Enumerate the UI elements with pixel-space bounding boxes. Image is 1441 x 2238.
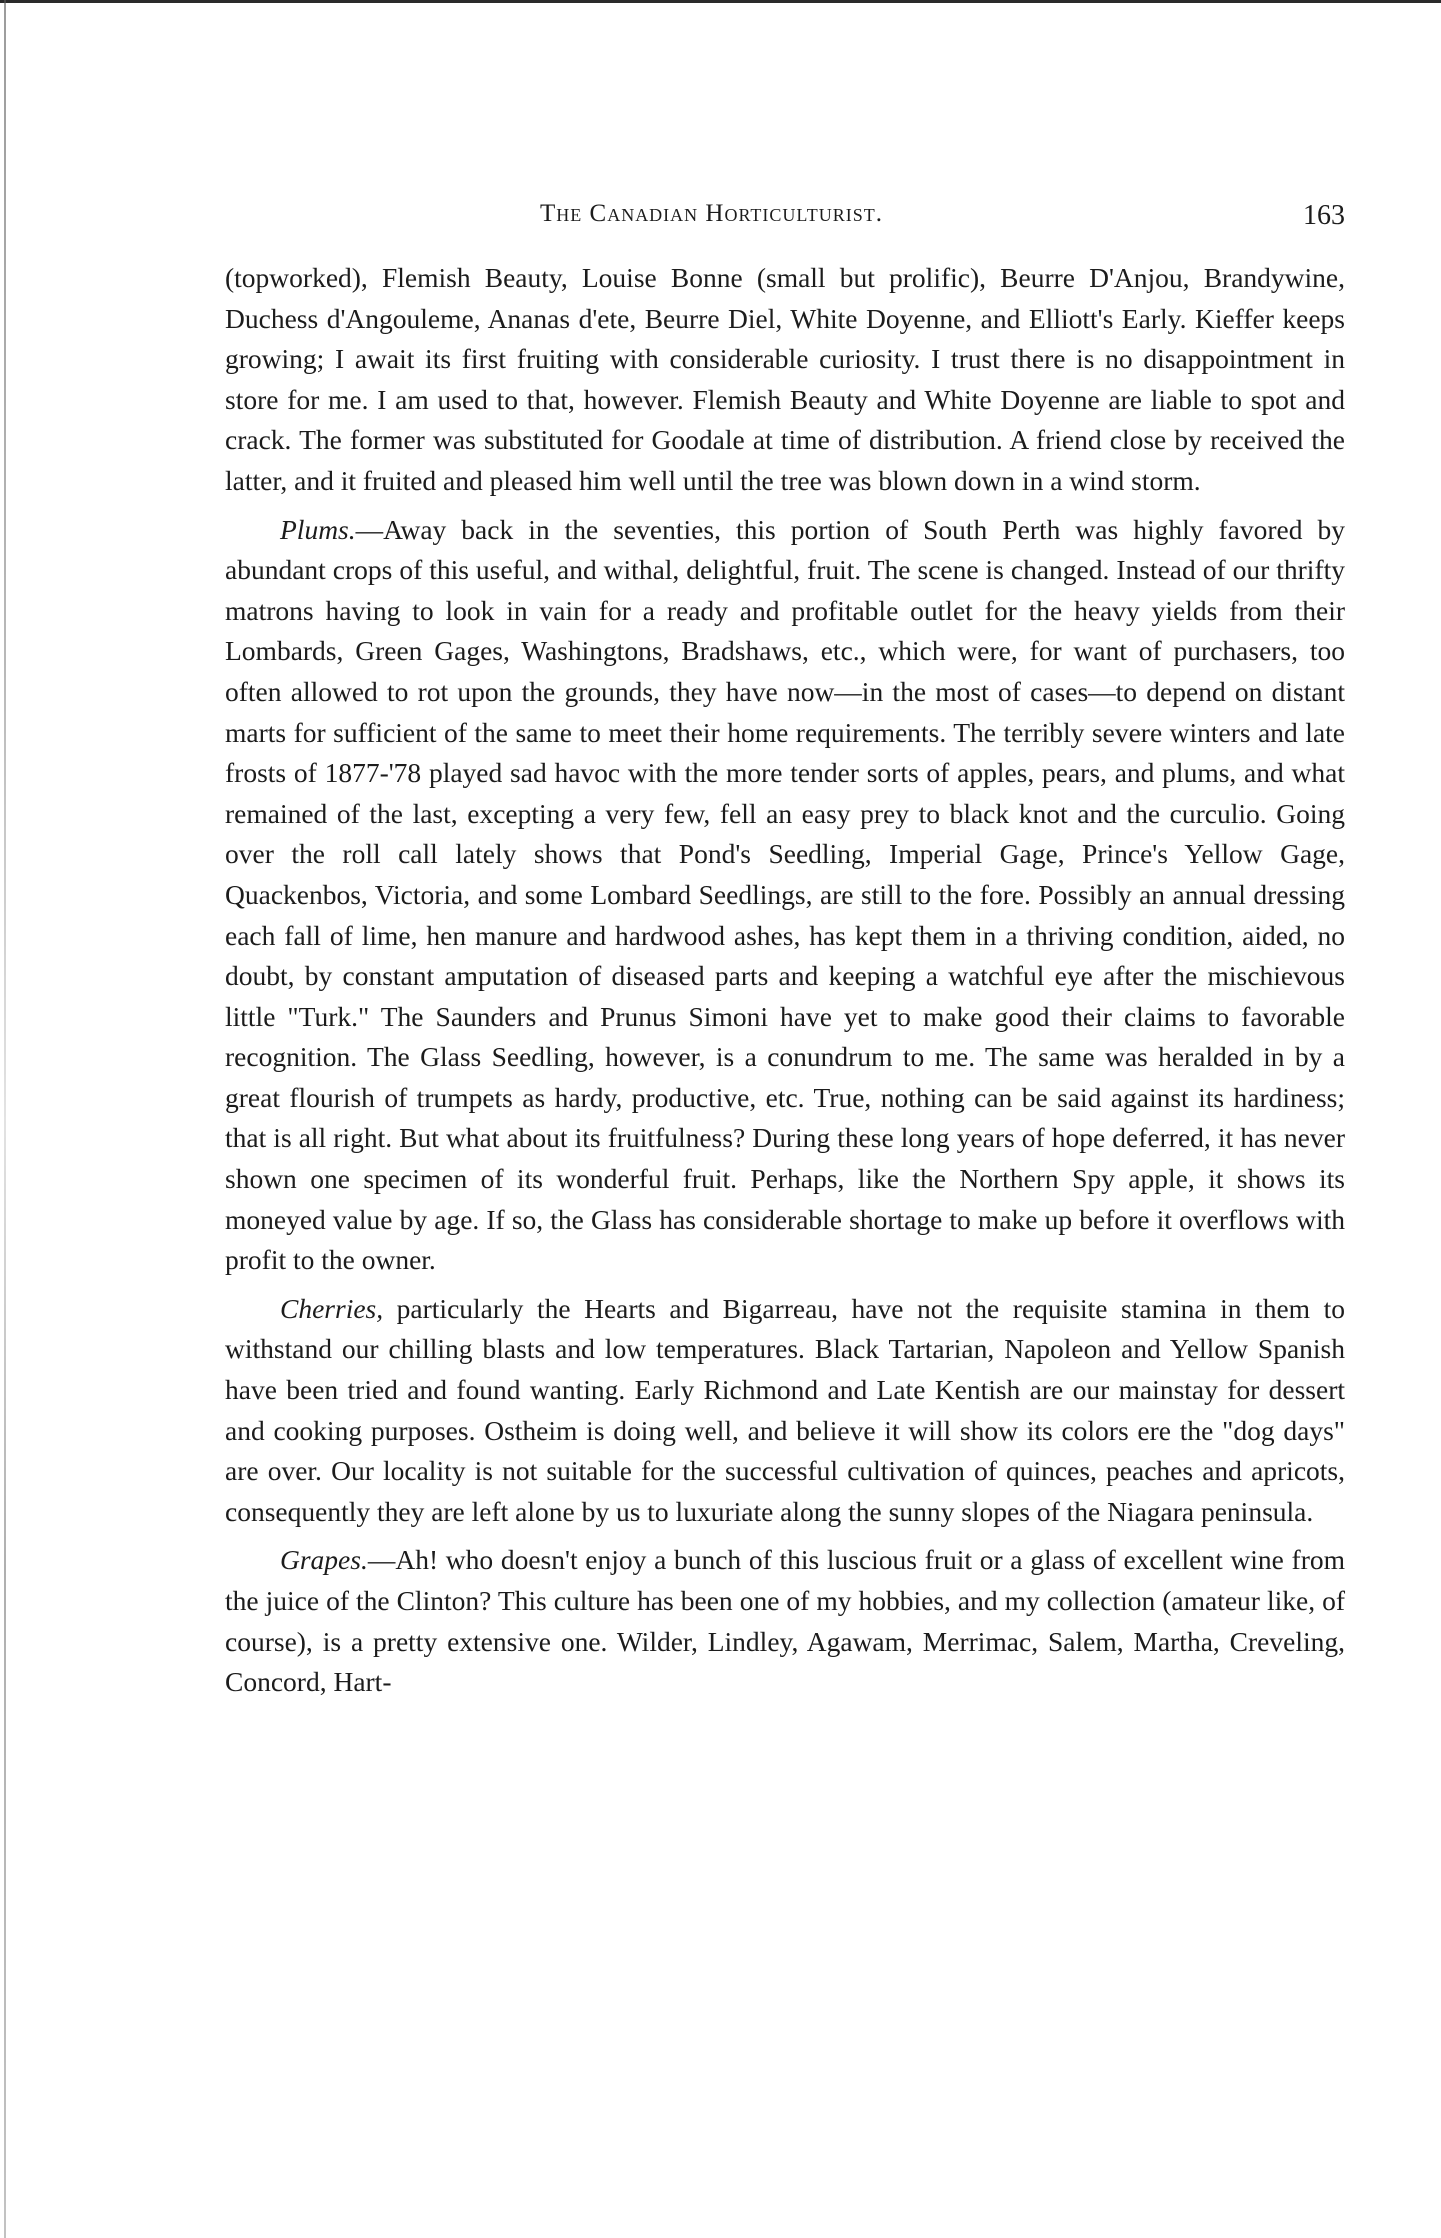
scan-left-edge xyxy=(4,0,6,2238)
article-text xyxy=(225,258,1345,1703)
journal-title: The Canadian Horticulturist. xyxy=(540,200,883,227)
page-number: 163 xyxy=(1303,200,1345,231)
section-lead-plums: Plums. xyxy=(280,513,356,545)
paragraph-grapes xyxy=(225,1540,1345,1702)
paragraph-plums xyxy=(225,510,1345,1281)
paragraph-cherries xyxy=(225,1289,1345,1533)
paragraph-text: —Ah! who doesn't enjoy a bunch of this luscious fruit or a glass of excellent wine from the juice of the Clinton? This culture has been one of my hobbies, and my collection (amateur like, of course), is a pretty extensive one. Wilder, Lindley, Agawam, Merrimac, Salem, Martha, Creveling, Concord, Hart- xyxy=(225,1544,1345,1698)
top-border-rule xyxy=(0,0,1441,3)
paragraph-text: —Away back in the seventies, this portion of South Perth was highly favored by abundant crops of this useful, and withal, delightful, fruit. The scene is changed. Instead of our thrifty matrons having to look in vain for a ready and profitable outlet for the heavy yields from their Lombards, Green Gages, Washingtons, Bradshaws, etc., which were, for want of purchasers, too often allowed to rot upon the grounds, they have now—in the most of cases—to depend on distant marts for sufficient of the same to meet their home requirements. The terribly severe winters and late frosts of 1877-'78 played sad havoc with the more tender sorts of apples, pears, and plums, and what remained of the last, excepting a very few, fell an easy prey to black knot and the curculio. Going over the roll call lately shows that Pond's Seedling, Imperial Gage, Prince's Yellow Gage, Quackenbos, Victoria, and some Lombard Seedlings, are still to the fore. Possibly an annual dressing each fall of lime, hen manure and hardwood ashes, has kept them in a thriving condition, aided, no doubt, by constant amputation of diseased parts and keeping a watchful eye after the mischievous little "Turk." The Saunders and Prunus Simoni have yet to make good their claims to favorable recognition. The Glass Seedling, however, is a conundrum to me. The same was heralded in by a great flourish of trumpets as hardy, productive, etc. True, nothing can be said against its hardiness; that is all right. But what about its fruitfulness? During these long years of hope deferred, it has never shown one specimen of its wonderful fruit. Perhaps, like the Northern Spy apple, it shows its moneyed value by age. If so, the Glass has considerable shortage to make up before it overflows with profit to the owner. xyxy=(225,513,1345,1276)
section-lead-grapes: Grapes. xyxy=(280,1544,368,1576)
page-body xyxy=(225,200,1345,1703)
section-lead-cherries: Cherries, xyxy=(280,1292,384,1324)
running-header xyxy=(225,200,1345,240)
paragraph-pears-continued xyxy=(225,258,1345,502)
paragraph-text: (topworked), Flemish Beauty, Louise Bonne (small but prolific), Beurre D'Anjou, Brandywine, Duchess d'Angouleme, Ananas d'ete, Beurre Diel, White Doyenne, and Elliott's Early. Kieffer keeps growing; I await its first fruiting with considerable curiosity. I trust there is no disappointment in store for me. I am used to that, however. Flemish Beauty and White Doyenne are liable to spot and crack. The former was substituted for Goodale at time of distribution. A friend close by received the latter, and it fruited and pleased him well until the tree was blown down in a wind storm. xyxy=(225,262,1345,496)
paragraph-text: particularly the Hearts and Bigarreau, have not the requisite stamina in them to withstand our chilling blasts and low temperatures. Black Tartarian, Napoleon and Yellow Spanish have been tried and found wanting. Early Richmond and Late Kentish are our mainstay for dessert and cooking purposes. Ostheim is doing well, and believe it will show its colors ere the "dog days" are over. Our locality is not suitable for the successful cultivation of quinces, peaches and apricots, consequently they are left alone by us to luxuriate along the sunny slopes of the Niagara peninsula. xyxy=(225,1292,1345,1527)
